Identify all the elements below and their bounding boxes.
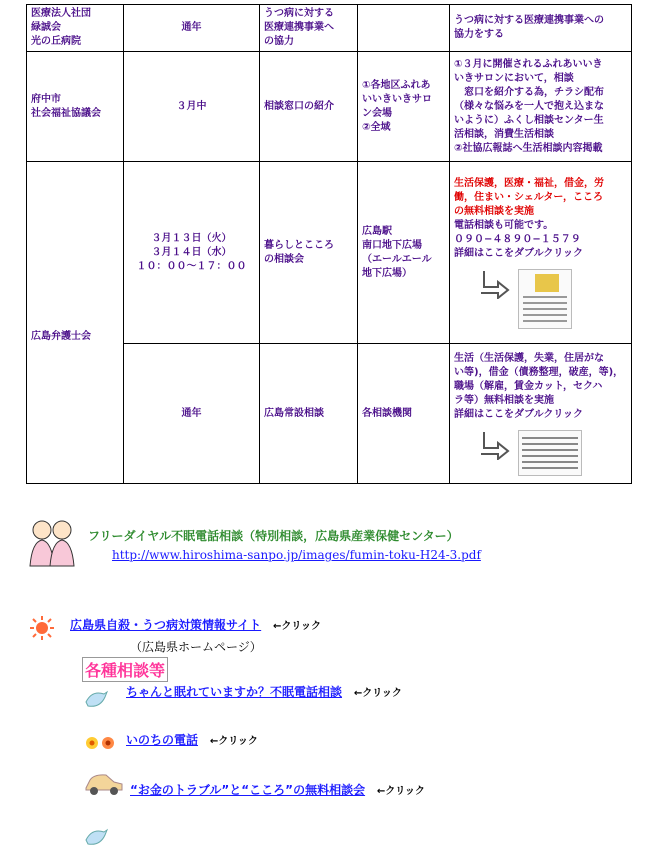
arrow-icon: [480, 430, 512, 460]
detail-cell: 生活保護，医療・福祉，借金，労 働，住まい・シェルター，こころ の無料相談を実施 電話相談も可能です。 ０９０−４８９０−１５７９ 詳細はここをダブルクリック: [450, 162, 632, 344]
content-cell: 暮らしとこころ の相談会: [260, 162, 358, 344]
date-cell: ３月１３日（火） ３月１４日（水） １０：００〜１７：００: [124, 162, 260, 344]
detail-cell: 生活（生活保護，失業，住居がな い等)，借金（債務整理，破産，等)， 職場（解雇，賃金カット，セクハ ラ等）無料相談を実施 詳細はここをダブルクリック: [450, 344, 632, 484]
detail-cell: うつ病に対する医療連携事業への 協力をする: [450, 5, 632, 52]
bird-icon: [84, 688, 108, 710]
place-cell: ①各地区ふれあ いいきいきサロ ン会場 ②全域: [358, 52, 450, 162]
free-dial-link[interactable]: [112, 548, 481, 562]
free-dial-url[interactable]: http://www.hiroshima-sanpo.jp/images/fumin-toku-H24-3.pdf: [112, 548, 481, 562]
people-icon: [26, 516, 78, 568]
date-cell: ３月中: [124, 52, 260, 162]
consult-link-money[interactable]: “お金のトラブル”と“こころ”の無料相談会: [130, 783, 366, 797]
car-icon: [84, 772, 124, 796]
consult-heading: 各種相談等: [82, 657, 168, 682]
events-table: [26, 4, 632, 484]
org-cell: 府中市 社会福祉協議会: [27, 52, 124, 162]
arrow-icon: [480, 269, 512, 299]
bird-icon: [84, 826, 108, 848]
table-row: [27, 5, 632, 52]
prefecture-site-link[interactable]: 広島県自殺・うつ病対策情報サイト: [70, 618, 262, 632]
content-cell: 広島常設相談: [260, 344, 358, 484]
consult-link-sleep[interactable]: ちゃんと眠れていますか？不眠電話相談: [126, 685, 343, 699]
flyer-preview[interactable]: [480, 269, 627, 329]
click-hint: ←クリック: [209, 736, 258, 747]
flower-icon: [84, 735, 116, 753]
org-cell: 広島弁護士会: [27, 162, 124, 484]
flyer-preview[interactable]: [480, 430, 627, 476]
content-cell: うつ病に対する 医療連携事業へ の協力: [260, 5, 358, 52]
place-cell: 各相談機関: [358, 344, 450, 484]
date-cell: 通年: [124, 5, 260, 52]
sun-icon: [30, 616, 54, 640]
table-row: [27, 162, 632, 344]
click-hint: ←クリック: [353, 688, 402, 699]
detail-cell: ①３月に開催されるふれあいいき いきサロンにおいて，相談 窓口を紹介する為，チラシ配布 （様々な悩みを一人で抱え込まな いように）ふくし相談センター生 活相談，消費生活相談 ②社協広報誌へ生活相談内容掲載: [450, 52, 632, 162]
click-hint: ←クリック: [376, 786, 425, 797]
prefecture-sub: （広島県ホームページ）: [130, 640, 262, 654]
flyer-thumbnail[interactable]: [518, 430, 582, 476]
place-cell: [358, 5, 450, 52]
org-cell: 医療法人社団 緑誠会 光の丘病院: [27, 5, 124, 52]
consult-link-inochi[interactable]: いのちの電話: [126, 733, 199, 747]
content-cell: 相談窓口の紹介: [260, 52, 358, 162]
place-cell: 広島駅 南口地下広場 （エールエール 地下広場）: [358, 162, 450, 344]
table-row: [27, 52, 632, 162]
date-cell: 通年: [124, 344, 260, 484]
click-hint: ←クリック: [273, 621, 321, 632]
flyer-thumbnail[interactable]: [518, 269, 572, 329]
free-dial-title: フリーダイヤル不眠電話相談（特別相談，広島県産業保健センター）: [88, 529, 459, 543]
